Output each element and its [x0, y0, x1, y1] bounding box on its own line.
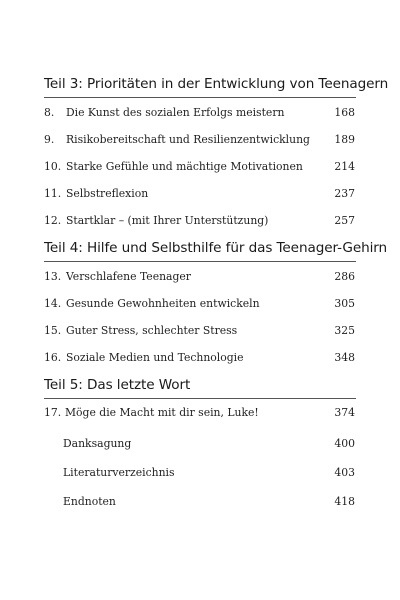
chapter-title: Soziale Medien und Technologie	[66, 351, 244, 364]
chapter-number: 12.	[44, 214, 62, 227]
toc-entry-8[interactable]	[44, 105, 355, 121]
page-number: 348	[334, 351, 355, 364]
chapter-number: 10.	[44, 160, 62, 173]
page-number: 418	[334, 495, 355, 508]
page-number: 325	[334, 324, 355, 337]
toc-entry-literaturverzeichnis[interactable]	[44, 465, 355, 481]
page-number: 400	[334, 437, 355, 450]
chapter-title: Verschlafene Teenager	[66, 270, 191, 283]
toc-entry-15[interactable]	[44, 323, 355, 339]
part-heading-4	[44, 240, 388, 260]
page-number: 374	[334, 406, 355, 419]
toc-entry-16[interactable]	[44, 350, 355, 366]
page-number: 305	[334, 297, 355, 310]
toc-entry-endnoten[interactable]	[44, 494, 355, 510]
chapter-title: Starke Gefühle und mächtige Motivationen	[66, 160, 303, 173]
chapter-title: Endnoten	[63, 495, 116, 508]
chapter-title: Selbstreflexion	[66, 187, 149, 200]
page-number: 237	[334, 187, 355, 200]
part-title: Teil 4: Hilfe und Selbsthilfe für das Teenager-Gehirn	[44, 240, 388, 256]
toc-entry-12[interactable]	[44, 213, 355, 229]
page-number: 257	[334, 214, 355, 227]
chapter-number: 13.	[44, 270, 62, 283]
chapter-title: Guter Stress, schlechter Stress	[66, 324, 238, 337]
chapter-title: Möge die Macht mit dir sein, Luke!	[65, 406, 259, 419]
part-divider	[44, 261, 356, 262]
toc-entry-danksagung[interactable]	[44, 436, 355, 452]
chapter-number: 11.	[44, 187, 62, 200]
chapter-number: 8.	[44, 106, 55, 119]
chapter-number: 14.	[44, 297, 62, 310]
chapter-title: Die Kunst des sozialen Erfolgs meistern	[66, 106, 285, 119]
part-divider	[44, 97, 356, 98]
page-number: 403	[334, 466, 355, 479]
toc-entry-17[interactable]	[44, 405, 355, 421]
chapter-number: 16.	[44, 351, 62, 364]
chapter-title: Risikobereitschaft und Resilienzentwicklung	[66, 133, 310, 146]
part-heading-5	[44, 377, 356, 397]
chapter-title: Gesunde Gewohnheiten entwickeln	[66, 297, 260, 310]
part-title: Teil 3: Prioritäten in der Entwicklung von Teenagern	[44, 76, 389, 92]
chapter-title: Danksagung	[63, 437, 132, 450]
chapter-number: 15.	[44, 324, 62, 337]
part-divider	[44, 398, 356, 399]
chapter-title: Literaturverzeichnis	[63, 466, 175, 479]
part-heading-3	[44, 76, 389, 96]
toc-entry-14[interactable]	[44, 296, 355, 312]
toc-entry-11[interactable]	[44, 186, 355, 202]
toc-entry-9[interactable]	[44, 132, 355, 148]
toc-entry-10[interactable]	[44, 159, 355, 175]
page-number: 286	[334, 270, 355, 283]
page-number: 168	[334, 106, 355, 119]
page-number: 214	[334, 160, 355, 173]
chapter-number: 17.	[44, 406, 62, 419]
part-title: Teil 5: Das letzte Wort	[44, 377, 191, 393]
chapter-number: 9.	[44, 133, 55, 146]
toc-entry-13[interactable]	[44, 269, 355, 285]
chapter-title: Startklar – (mit Ihrer Unterstützung)	[66, 214, 269, 227]
page-number: 189	[334, 133, 355, 146]
